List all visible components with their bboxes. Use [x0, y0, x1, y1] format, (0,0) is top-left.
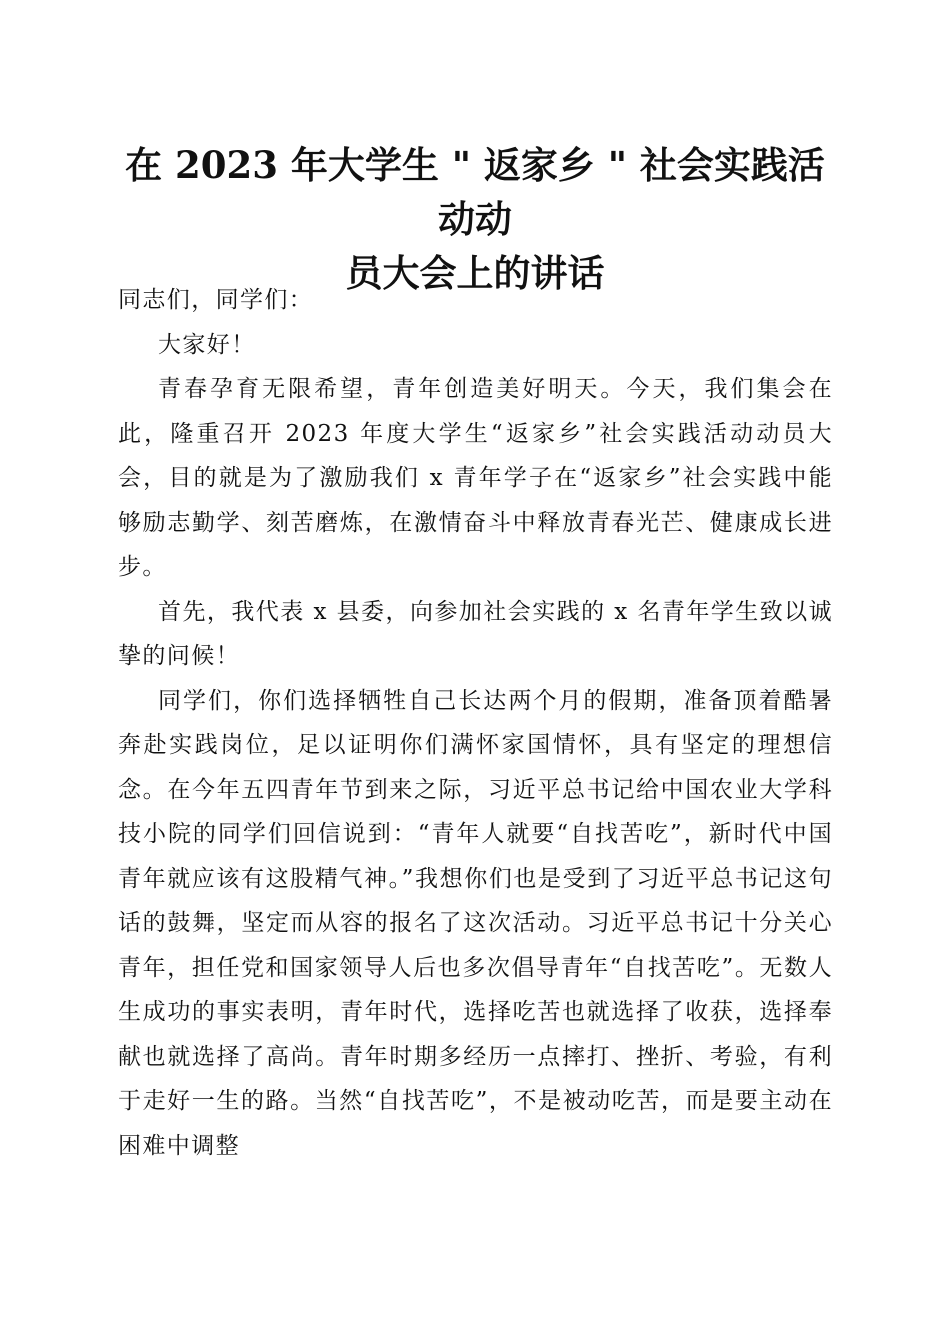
paragraph-3: 同学们，你们选择牺牲自己长达两个月的假期，准备顶着酷暑奔赴实践岗位，足以证明你们满怀家国情怀，具有坚定的理想信念。在今年五四青年节到来之际，习近平总书记给中国农业大学科技小院的同学们回信说到：“青年人就要“自找苦吃”，新时代中国青年就应该有这股精气神。”我想你们也是受到了习近平总书记这句话的鼓舞，坚定而从容的报名了这次活动。习近平总书记十分关心青年，担任党和国家领导人后也多次倡导青年“自找苦吃”。无数人生成功的事实表明，青年时代，选择吃苦也就选择了收获，选择奉献也就选择了高尚。青年时期多经历一点摔打、挫折、考验，有利于走好一生的路。当然“自找苦吃”，不是被动吃苦，而是要主动在困难中调整	[118, 687, 833, 1159]
title-line-1: 在 2023 年大学生 " 返家乡 " 社会实践活动动	[125, 143, 825, 241]
document-body	[118, 278, 833, 1168]
salutation: 同志们，同学们：	[118, 287, 314, 313]
greeting: 大家好！	[158, 331, 256, 358]
document-title	[110, 138, 840, 300]
title-line-2: 员大会上的讲话	[345, 251, 605, 295]
paragraph-2: 首先，我代表 x 县委，向参加社会实践的 x 名青年学生致以诚挚的问候！	[118, 598, 833, 669]
paragraph-1: 青春孕育无限希望，青年创造美好明天。今天，我们集会在此，隆重召开 2023 年度大学生“返家乡”社会实践活动动员大会，目的就是为了激励我们 x 青年学子在“返家乡”社会实践中能够励志勤学、刻苦磨炼，在激情奋斗中释放青春光芒、健康成长进步。	[118, 376, 833, 580]
